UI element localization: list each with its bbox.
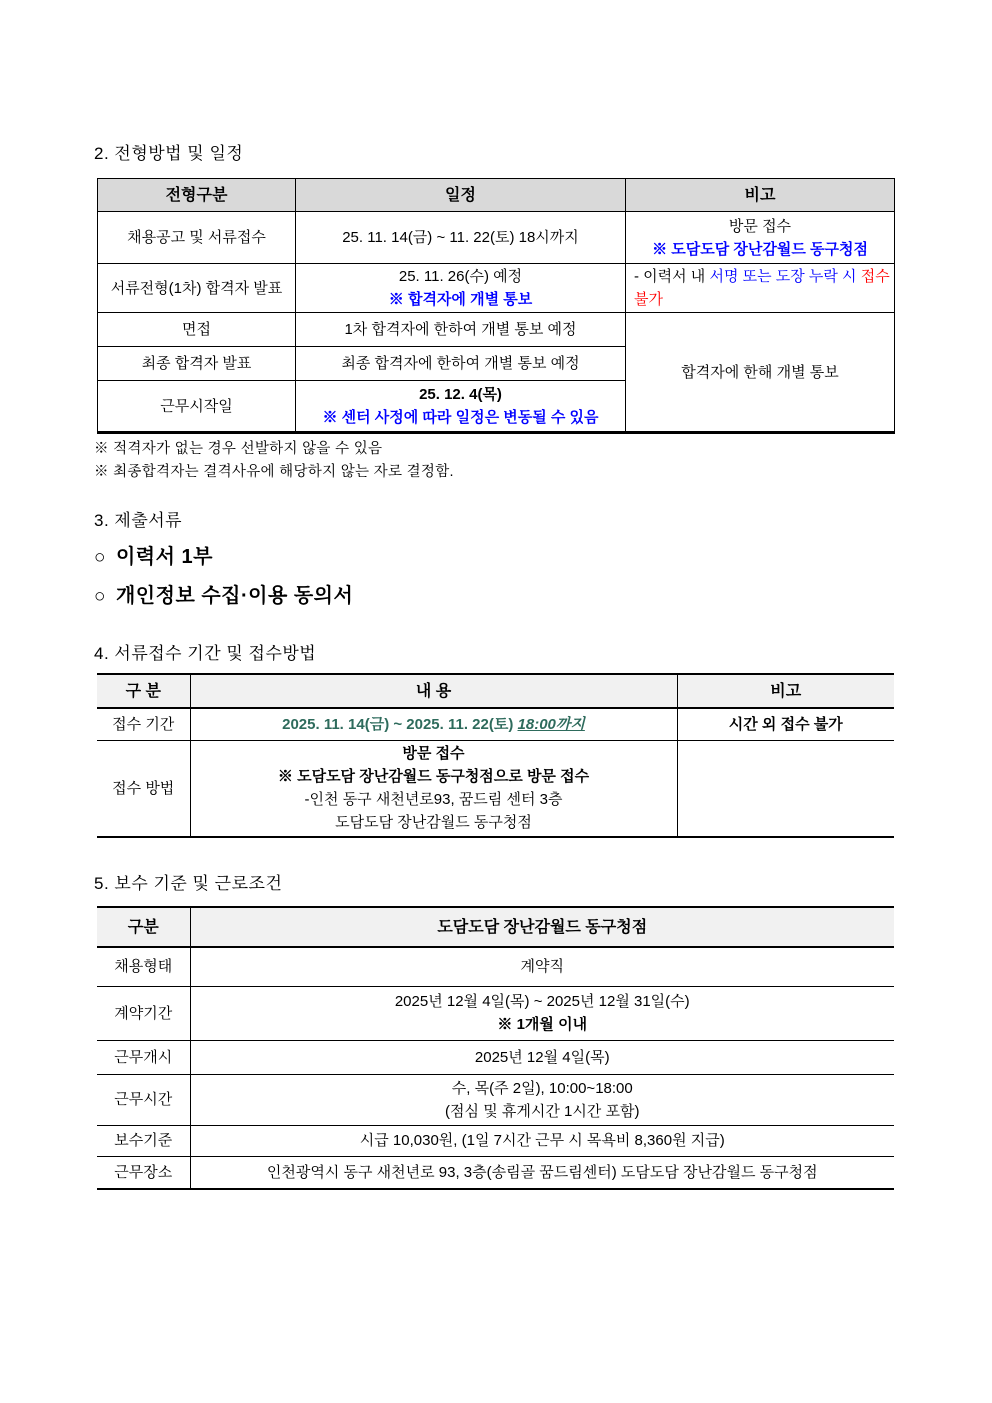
remark-line-highlight: ※ 도담도담 장난감월드 동구청점 — [652, 240, 868, 258]
period-text: 2025. 11. 14(금) ~ 2025. 11. 22(토) — [282, 715, 514, 733]
list-item — [94, 579, 353, 608]
section3-title: 3. 제출서류 — [94, 511, 183, 530]
col-header-content: 내 용 — [190, 674, 677, 708]
table-row — [97, 708, 894, 740]
list-item-label: 이력서 1부 — [115, 546, 213, 568]
section2-title: 2. 전형방법 및 일정 — [94, 144, 244, 163]
section4-title: 4. 서류접수 기간 및 접수방법 — [94, 644, 317, 663]
col-header-remarks: 비고 — [677, 674, 894, 708]
table-row — [97, 986, 894, 1040]
cell-label: 근무개시 — [97, 1040, 190, 1074]
schedule-line: 25. 11. 26(수) 예정 — [398, 268, 523, 285]
cell-schedule: 최종 합격자에 한하여 개별 통보 예정 — [296, 347, 626, 381]
method-line: 도담도담 장난감월드 동구청점 — [335, 814, 532, 832]
col-header-remarks: 비고 — [626, 179, 895, 212]
value-line: (점심 및 휴게시간 1시간 포함) — [445, 1102, 640, 1120]
cell-schedule: 1차 합격자에 한하여 개별 통보 예정 — [296, 313, 626, 347]
cell-label: 접수 기간 — [97, 708, 190, 740]
table-row — [97, 947, 894, 986]
cell-period — [190, 708, 677, 740]
cell-value: 시급 10,030원, (1일 7시간 근무 시 목욕비 8,360원 지급) — [190, 1125, 894, 1156]
cell-remarks — [677, 740, 894, 837]
table-header-row — [97, 907, 894, 947]
cell-label: 면접 — [98, 313, 296, 347]
cell-value: 인천광역시 동구 새천년로 93, 3층(송림골 꿈드림센터) 도담도담 장난감월드 동구청점 — [190, 1156, 894, 1189]
schedule-line-highlight: ※ 센터 사정에 따라 일정은 변동될 수 있음 — [322, 409, 599, 426]
table-row — [98, 313, 895, 347]
cell-schedule — [296, 264, 626, 313]
col-header-category: 구분 — [97, 907, 190, 947]
footnote: ※ 최종합격자는 결격사유에 해당하지 않는 자로 결정함. — [94, 464, 454, 480]
working-conditions-table — [97, 906, 894, 1190]
method-line: ※ 도담도담 장난감월드 동구청점으로 방문 접수 — [277, 768, 590, 786]
cell-label: 근무시작일 — [98, 381, 296, 433]
cell-schedule — [296, 381, 626, 433]
cell-remarks — [626, 264, 895, 313]
cell-label: 서류전형(1차) 합격자 발표 — [98, 264, 296, 313]
circle-bullet-icon: ○ — [94, 586, 106, 607]
value-line: 수, 목(주 2일), 10:00~18:00 — [451, 1079, 633, 1097]
method-line: 방문 접수 — [402, 745, 465, 763]
col-header-category: 구 분 — [97, 674, 190, 708]
remark-text-blue: 서명 또는 도장 누락 시 — [709, 268, 861, 285]
table-row — [98, 264, 895, 313]
col-header-store: 도담도담 장난감월드 동구청점 — [190, 907, 894, 947]
application-period-table — [97, 673, 894, 838]
cell-label: 보수기준 — [97, 1125, 190, 1156]
cell-label: 근무장소 — [97, 1156, 190, 1189]
cell-label: 채용형태 — [97, 947, 190, 986]
value-line: 2025년 12월 4일(목) ~ 2025년 12월 31일(수) — [394, 993, 690, 1010]
table-row — [97, 740, 894, 837]
schedule-line: 25. 12. 4(목) — [419, 386, 502, 403]
cell-label: 최종 합격자 발표 — [98, 347, 296, 381]
cell-remarks-merged: 합격자에 한해 개별 통보 — [626, 313, 895, 433]
cell-label: 계약기간 — [97, 986, 190, 1040]
value-line: ※ 1개월 이내 — [497, 1016, 588, 1033]
table-row — [97, 1125, 894, 1156]
section5-title: 5. 보수 기준 및 근로조건 — [94, 874, 283, 893]
deadline-text: 18:00까지 — [517, 715, 585, 733]
cell-remarks — [626, 212, 895, 264]
table-header-row — [97, 674, 894, 708]
cell-value — [190, 1074, 894, 1125]
cell-schedule: 25. 11. 14(금) ~ 11. 22(토) 18시까지 — [296, 212, 626, 264]
cell-value — [190, 986, 894, 1040]
list-item — [94, 540, 213, 569]
table-row — [98, 212, 895, 264]
cell-value: 계약직 — [190, 947, 894, 986]
selection-schedule-table — [97, 178, 895, 434]
table-row — [97, 1156, 894, 1189]
cell-label: 접수 방법 — [97, 740, 190, 837]
remark-line: 방문 접수 — [728, 217, 792, 235]
method-line: -인천 동구 새천년로93, 꿈드림 센터 3층 — [304, 791, 563, 809]
cell-remarks: 시간 외 접수 불가 — [677, 708, 894, 740]
cell-label: 근무시간 — [97, 1074, 190, 1125]
table-row — [97, 1074, 894, 1125]
table-header-row — [98, 179, 895, 212]
list-item-label: 개인정보 수집·이용 동의서 — [115, 585, 354, 607]
footnote: ※ 적격자가 없는 경우 선발하지 않을 수 있음 — [94, 441, 383, 457]
remark-text-red: 접수불가 — [634, 268, 890, 308]
cell-label: 채용공고 및 서류접수 — [98, 212, 296, 264]
cell-method — [190, 740, 677, 837]
remark-text: - 이력서 내 — [634, 268, 710, 285]
circle-bullet-icon: ○ — [94, 547, 106, 568]
col-header-category: 전형구분 — [98, 179, 296, 212]
cell-value: 2025년 12월 4일(목) — [190, 1040, 894, 1074]
col-header-schedule: 일정 — [296, 179, 626, 212]
schedule-line-highlight: ※ 합격자에 개별 통보 — [388, 291, 533, 308]
table-row — [97, 1040, 894, 1074]
